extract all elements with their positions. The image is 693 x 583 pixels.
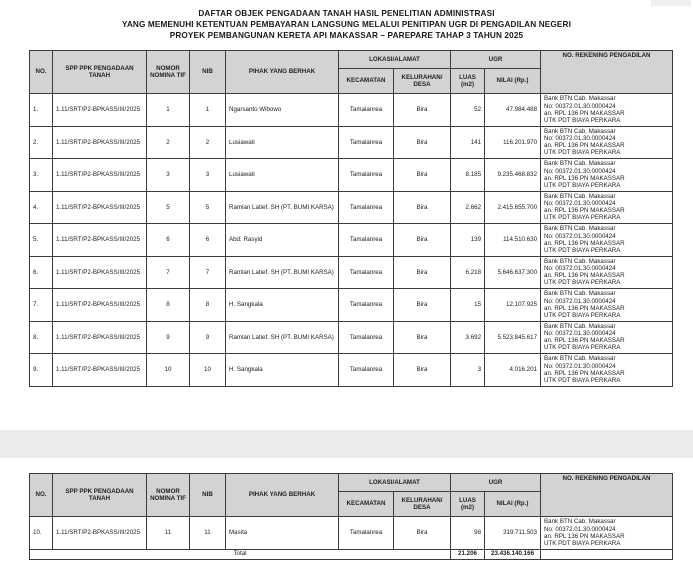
- rekening-line: No: 00372.01.30.0000424: [544, 135, 616, 143]
- cell-kelurahan: Bira: [394, 159, 451, 192]
- cell-no: 6.: [30, 256, 53, 289]
- cell-nilai: 12.107.925: [485, 289, 541, 322]
- cell-kecamatan: Tamalanrea: [339, 321, 394, 354]
- table-row: [30, 256, 673, 289]
- cell-nilai: 47.984.488: [485, 94, 541, 127]
- cell-kecamatan: Tamalanrea: [339, 224, 394, 257]
- rekening-line: UTK PDT BIAYA PERKARA: [544, 311, 621, 319]
- cell-nilai: 2.415.655.700: [485, 191, 541, 224]
- cell-nilai: 5.523.845.617: [485, 321, 541, 354]
- header-luas: LUAS (m2): [451, 69, 485, 94]
- header-nomor: NOMOR NOMINA TIF: [147, 51, 190, 94]
- rekening-line: UTK PDT BIAYA PERKARA: [544, 116, 621, 124]
- rekening-line: an. RPL 136 PN MAKASSAR: [544, 304, 625, 312]
- cell-nib: 9: [190, 321, 226, 354]
- header-kecamatan: KECAMATAN: [339, 492, 394, 517]
- land-objects-table: [29, 50, 673, 387]
- header-nilai: NILAI (Rp.): [485, 69, 541, 94]
- rekening-line: UTK PDT BIAYA PERKARA: [544, 279, 621, 287]
- cell-nomor: 10: [147, 354, 190, 387]
- rekening-line: an. RPL 136 PN MAKASSAR: [544, 532, 625, 540]
- cell-kecamatan: Tamalanrea: [339, 289, 394, 322]
- cell-pihak: Ramlan Latief. SH (PT. BUMI KARSA): [226, 321, 339, 354]
- header-ugr: UGR: [451, 51, 541, 69]
- header-pihak: PIHAK YANG BERHAK: [226, 51, 339, 94]
- cell-no: 9.: [30, 354, 53, 387]
- rekening-line: No: 00372.01.30.0000424: [544, 232, 616, 240]
- cell-nomor: 6: [147, 224, 190, 257]
- header-pihak: PIHAK YANG BERHAK: [226, 474, 339, 517]
- cell-nib: 3: [190, 159, 226, 192]
- rekening-line: UTK PDT BIAYA PERKARA: [544, 376, 621, 384]
- cell-luas: 52: [451, 94, 485, 127]
- cell-nomor: 3: [147, 159, 190, 192]
- cell-spp: 1.11/SRT/P2-BPKASS/III/2025: [53, 94, 147, 127]
- header-luas: LUAS (m2): [451, 492, 485, 517]
- header-kelurahan: KELURAHAN/ DESA: [394, 492, 451, 517]
- cell-rekening: [541, 159, 673, 192]
- cell-nilai: 9.235.468.832: [485, 159, 541, 192]
- rekening-line: Bank BTN Cab. Makassar: [544, 518, 616, 526]
- cell-nomor: 11: [147, 517, 190, 550]
- rekening-line: Bank BTN Cab. Makassar: [544, 127, 616, 135]
- cell-no: 3.: [30, 159, 53, 192]
- cell-spp: 1.11/SRT/P2-BPKASS/III/2025: [53, 191, 147, 224]
- cell-kecamatan: Tamalanrea: [339, 256, 394, 289]
- cell-pihak: H. Sangkala: [226, 289, 339, 322]
- cell-nilai: 319.711.503: [485, 517, 541, 550]
- rekening-line: No: 00372.01.30.0000424: [544, 167, 616, 175]
- cell-no: 2.: [30, 126, 53, 159]
- page-separator: [0, 430, 693, 458]
- cropped-corner: [651, 0, 691, 6]
- cell-kelurahan: Bira: [394, 289, 451, 322]
- cell-spp: 1.11/SRT/P2-BPKASS/III/2025: [53, 159, 147, 192]
- cell-rekening: [541, 191, 673, 224]
- header-lokasi: LOKASI/ALAMAT: [339, 51, 451, 69]
- rekening-line: UTK PDT BIAYA PERKARA: [544, 214, 621, 222]
- cell-spp: 1.11/SRT/P2-BPKASS/III/2025: [53, 289, 147, 322]
- cell-no: 4.: [30, 191, 53, 224]
- cell-pihak: H. Sangkala: [226, 354, 339, 387]
- cell-kelurahan: Bira: [394, 256, 451, 289]
- rekening-line: Bank BTN Cab. Makassar: [544, 257, 616, 265]
- table-row: [30, 94, 673, 127]
- cell-kelurahan: Bira: [394, 321, 451, 354]
- rekening-line: No: 00372.01.30.0000424: [544, 525, 616, 533]
- cell-pihak: Ramlan Latief. SH (PT. BUMI KARSA): [226, 256, 339, 289]
- cell-nib: 1: [190, 94, 226, 127]
- cell-spp: 1.11/SRT/P2-BPKASS/III/2025: [53, 354, 147, 387]
- cell-rekening: [541, 126, 673, 159]
- cell-pihak: Lusiawati: [226, 159, 339, 192]
- cell-kecamatan: Tamalanrea: [339, 191, 394, 224]
- header-nilai: NILAI (Rp.): [485, 492, 541, 517]
- header-spp: SPP PPK PENGADAAN TANAH: [53, 474, 147, 517]
- total-nilai: 23.436.140.166: [485, 549, 541, 559]
- rekening-line: an. RPL 136 PN MAKASSAR: [544, 109, 625, 117]
- cell-kelurahan: Bira: [394, 354, 451, 387]
- table-row: [30, 159, 673, 192]
- cell-kecamatan: Tamalanrea: [339, 126, 394, 159]
- cell-no: 5.: [30, 224, 53, 257]
- header-rekening: NO. REKENING PENGADILAN: [541, 51, 673, 94]
- cell-spp: 1.11/SRT/P2-BPKASS/III/2025: [53, 517, 147, 550]
- cell-rekening: [541, 517, 673, 550]
- table-row: [30, 289, 673, 322]
- header-ugr: UGR: [451, 474, 541, 492]
- cell-rekening: [541, 289, 673, 322]
- header-nib: NIB: [190, 474, 226, 517]
- cell-kelurahan: Bira: [394, 191, 451, 224]
- cell-nomor: 5: [147, 191, 190, 224]
- rekening-line: No: 00372.01.30.0000424: [544, 265, 616, 273]
- cell-luas: 8.185: [451, 159, 485, 192]
- rekening-line: an. RPL 136 PN MAKASSAR: [544, 174, 625, 182]
- cell-nilai: 114.510.630: [485, 224, 541, 257]
- total-row: [30, 549, 673, 559]
- header-lokasi: LOKASI/ALAMAT: [339, 474, 451, 492]
- cell-pihak: Lusiawati: [226, 126, 339, 159]
- cell-kecamatan: Tamalanrea: [339, 94, 394, 127]
- cell-nilai: 5.646.637.300: [485, 256, 541, 289]
- cell-nomor: 1: [147, 94, 190, 127]
- cell-nilai: 116.201.970: [485, 126, 541, 159]
- cell-nilai: 4.016.201: [485, 354, 541, 387]
- cell-pihak: Ngarsanto Wibowo: [226, 94, 339, 127]
- total-luas: 21.206: [451, 549, 485, 559]
- table-row: [30, 517, 673, 550]
- cell-pihak: Masita: [226, 517, 339, 550]
- cell-spp: 1.11/SRT/P2-BPKASS/III/2025: [53, 321, 147, 354]
- rekening-line: Bank BTN Cab. Makassar: [544, 225, 616, 233]
- cell-spp: 1.11/SRT/P2-BPKASS/III/2025: [53, 224, 147, 257]
- cell-kelurahan: Bira: [394, 126, 451, 159]
- header-spp: SPP PPK PENGADAAN TANAH: [53, 51, 147, 94]
- rekening-line: Bank BTN Cab. Makassar: [544, 160, 616, 168]
- rekening-line: No: 00372.01.30.0000424: [544, 362, 616, 370]
- rekening-line: Bank BTN Cab. Makassar: [544, 355, 616, 363]
- rekening-line: an. RPL 136 PN MAKASSAR: [544, 207, 625, 215]
- table-row: [30, 354, 673, 387]
- cell-spp: 1.11/SRT/P2-BPKASS/III/2025: [53, 126, 147, 159]
- cell-kelurahan: Bira: [394, 94, 451, 127]
- cell-nomor: 2: [147, 126, 190, 159]
- header-rekening: NO. REKENING PENGADILAN: [541, 474, 673, 517]
- header-no: NO.: [30, 474, 53, 517]
- cell-nomor: 8: [147, 289, 190, 322]
- cell-luas: 3.692: [451, 321, 485, 354]
- cell-kecamatan: Tamalanrea: [339, 354, 394, 387]
- rekening-line: an. RPL 136 PN MAKASSAR: [544, 369, 625, 377]
- cell-no: 8.: [30, 321, 53, 354]
- cell-nomor: 9: [147, 321, 190, 354]
- cell-luas: 141: [451, 126, 485, 159]
- total-rekening-empty: [541, 549, 673, 559]
- cell-pihak: Ramlan Latief. SH (PT. BUMI KARSA): [226, 191, 339, 224]
- cell-spp: 1.11/SRT/P2-BPKASS/III/2025: [53, 256, 147, 289]
- table-row: [30, 224, 673, 257]
- table-row: [30, 126, 673, 159]
- rekening-line: No: 00372.01.30.0000424: [544, 330, 616, 338]
- rekening-line: UTK PDT BIAYA PERKARA: [544, 149, 621, 157]
- cell-kecamatan: Tamalanrea: [339, 517, 394, 550]
- cell-nib: 8: [190, 289, 226, 322]
- cell-rekening: [541, 354, 673, 387]
- document-title: [0, 8, 693, 41]
- cell-kecamatan: Tamalanrea: [339, 159, 394, 192]
- rekening-line: an. RPL 136 PN MAKASSAR: [544, 272, 625, 280]
- cell-nib: 6: [190, 224, 226, 257]
- rekening-line: No: 00372.01.30.0000424: [544, 102, 616, 110]
- rekening-line: Bank BTN Cab. Makassar: [544, 95, 616, 103]
- rekening-line: UTK PDT BIAYA PERKARA: [544, 344, 621, 352]
- rekening-line: No: 00372.01.30.0000424: [544, 297, 616, 305]
- cell-luas: 3: [451, 354, 485, 387]
- rekening-line: an. RPL 136 PN MAKASSAR: [544, 337, 625, 345]
- cell-rekening: [541, 321, 673, 354]
- cell-nib: 7: [190, 256, 226, 289]
- table-row: [30, 191, 673, 224]
- cell-no: 7.: [30, 289, 53, 322]
- rekening-line: No: 00372.01.30.0000424: [544, 200, 616, 208]
- cell-luas: 6.218: [451, 256, 485, 289]
- rekening-line: Bank BTN Cab. Makassar: [544, 322, 616, 330]
- header-nib: NIB: [190, 51, 226, 94]
- cell-luas: 139: [451, 224, 485, 257]
- cell-nib: 11: [190, 517, 226, 550]
- rekening-line: UTK PDT BIAYA PERKARA: [544, 181, 621, 189]
- title-line-1: DAFTAR OBJEK PENGADAAN TANAH HASIL PENELITIAN ADMINISTRASI: [198, 9, 495, 18]
- table-row: [30, 321, 673, 354]
- total-label: Total: [30, 549, 451, 559]
- cell-luas: 2.662: [451, 191, 485, 224]
- cell-pihak: Abd. Rasyid: [226, 224, 339, 257]
- cell-nib: 2: [190, 126, 226, 159]
- title-line-2: YANG MEMENUHI KETENTUAN PEMBAYARAN LANGSUNG MELALUI PENITIPAN UGR DI PENGADILAN NEGERI: [122, 20, 571, 29]
- rekening-line: an. RPL 136 PN MAKASSAR: [544, 142, 625, 150]
- cell-no: 10.: [30, 517, 53, 550]
- header-kecamatan: KECAMATAN: [339, 69, 394, 94]
- cell-no: 1.: [30, 94, 53, 127]
- cell-nib: 10: [190, 354, 226, 387]
- title-line-3: PROYEK PEMBANGUNAN KERETA API MAKASSAR – PAREPARE TAHAP 3 TAHUN 2025: [169, 31, 524, 40]
- cell-rekening: [541, 94, 673, 127]
- rekening-line: an. RPL 136 PN MAKASSAR: [544, 239, 625, 247]
- header-no: NO.: [30, 51, 53, 94]
- rekening-line: UTK PDT BIAYA PERKARA: [544, 539, 621, 547]
- header-kelurahan: KELURAHAN/ DESA: [394, 69, 451, 94]
- cell-nib: 5: [190, 191, 226, 224]
- cell-luas: 15: [451, 289, 485, 322]
- cell-luas: 98: [451, 517, 485, 550]
- cell-nomor: 7: [147, 256, 190, 289]
- rekening-line: UTK PDT BIAYA PERKARA: [544, 246, 621, 254]
- land-objects-table-continued: [29, 473, 673, 560]
- cell-rekening: [541, 224, 673, 257]
- rekening-line: Bank BTN Cab. Makassar: [544, 290, 616, 298]
- cell-kelurahan: Bira: [394, 517, 451, 550]
- header-nomor: NOMOR NOMINA TIF: [147, 474, 190, 517]
- cell-rekening: [541, 256, 673, 289]
- cell-kelurahan: Bira: [394, 224, 451, 257]
- rekening-line: Bank BTN Cab. Makassar: [544, 192, 616, 200]
